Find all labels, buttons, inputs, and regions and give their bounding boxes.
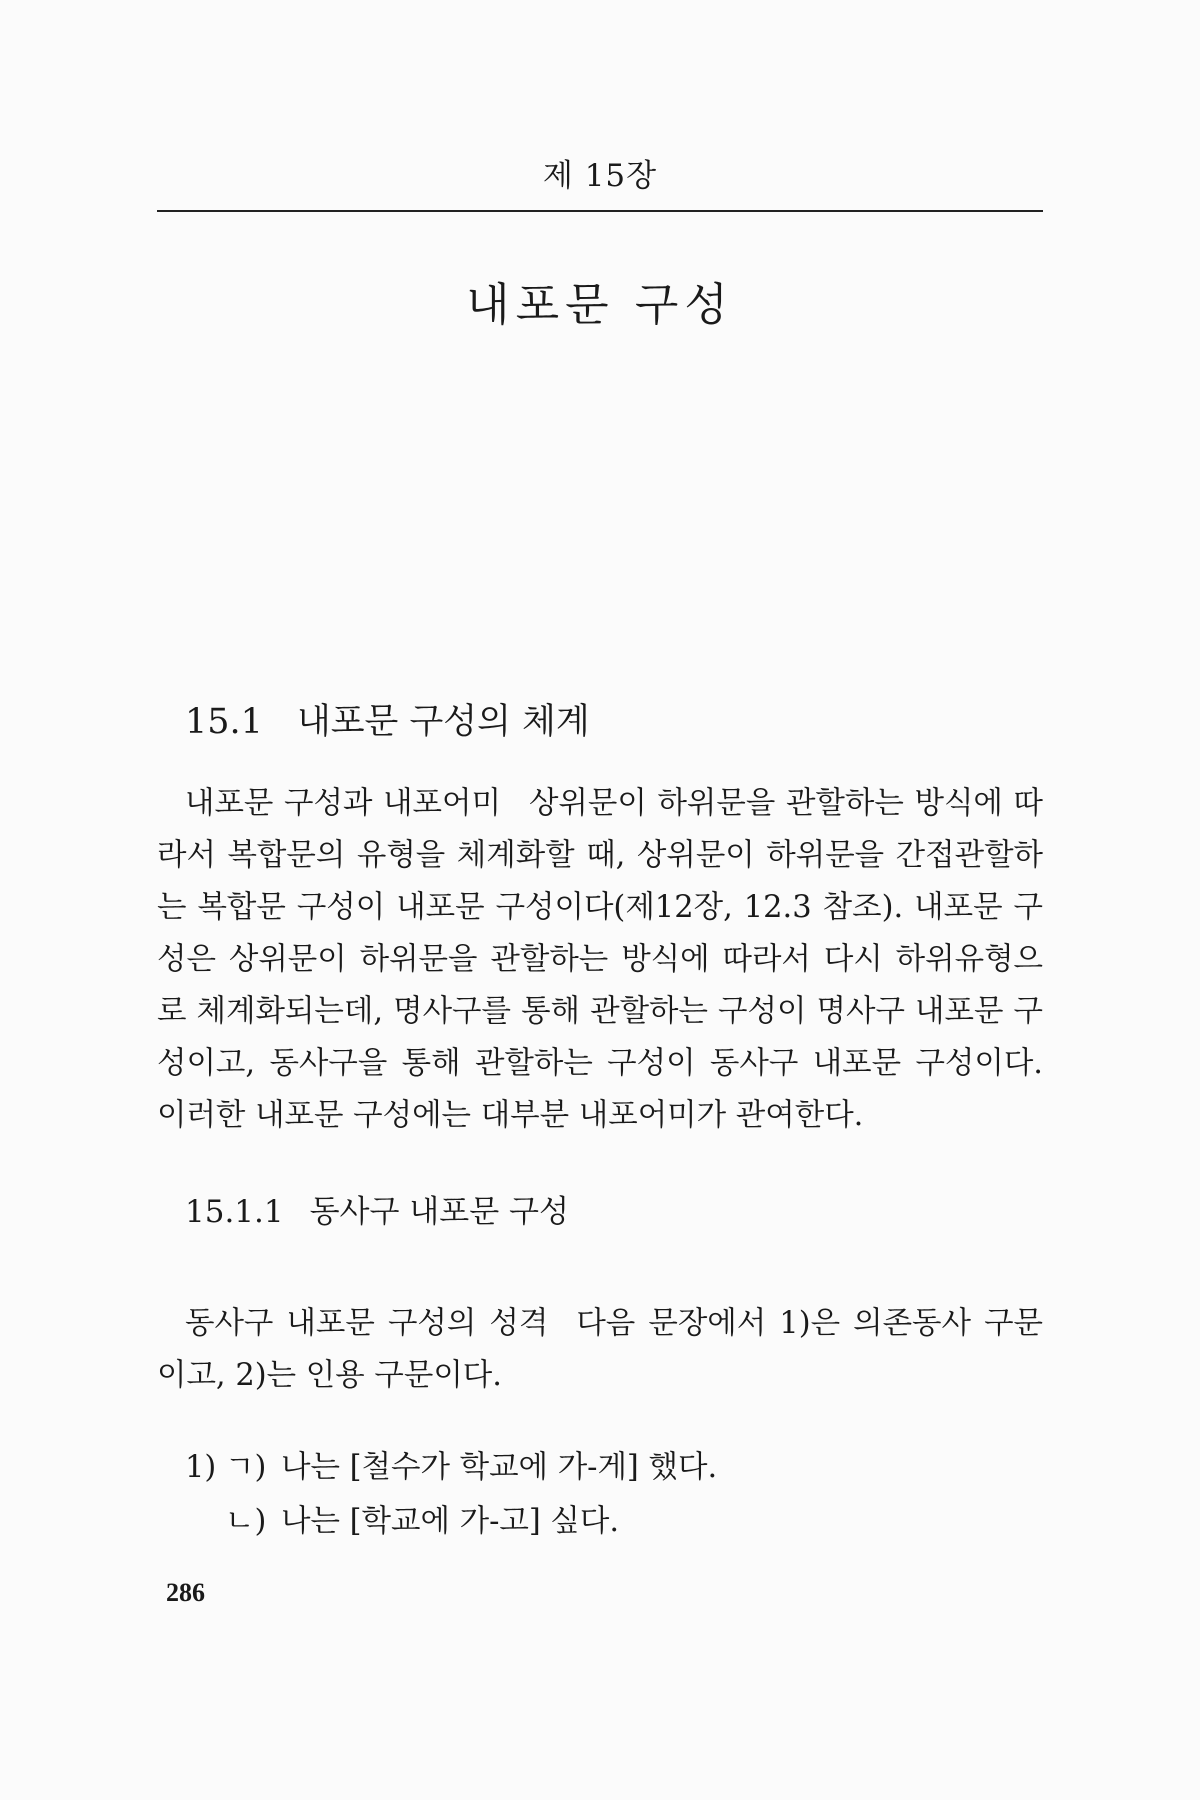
example-text: 나는 [학교에 가-고] 싶다. [281, 1504, 620, 1539]
subsection-run-in-heading: 동사구 내포문 구성의 성격 [185, 1306, 549, 1341]
section-title: 내포문 구성의 체계 [296, 702, 590, 742]
example-text: 나는 [철수가 학교에 가-게] 했다. [281, 1450, 718, 1485]
example-number: 1) [185, 1450, 217, 1485]
section-paragraph [157, 778, 1043, 1142]
subsection-paragraph [157, 1298, 1043, 1402]
example-marker: ㄱ) [225, 1450, 267, 1485]
section-body-text: 상위문이 하위문을 관할하는 방식에 따라서 복합문의 유형을 체계화할 때, 상위문이 하위문을 간접관할하는 복합문 구성이 내포문 구성이다(제12장, 12.3 참조). 내포문 구성은 상위문이 하위문을 관할하는 방식에 따라서 다시 하위유형으로 체계화되는데, 명사구를 통해 관할하는 구성이 명사구 내포문 구성이고, 동사구을 통해 관할하는 구성이 동사구 내포문 구성이다. 이러한 내포문 구성에는 대부분 내포어미가 관여한다. [157, 786, 1043, 1133]
section-number: 15.1 [185, 702, 263, 742]
chapter-title: 내포문 구성 [466, 278, 734, 331]
subsection-heading [185, 1186, 569, 1231]
subsection-title: 동사구 내포문 구성 [309, 1194, 569, 1230]
section-run-in-heading: 내포문 구성과 내포어미 [185, 786, 501, 821]
example-item [185, 1496, 619, 1540]
subsection-body-text: 다음 문장에서 1)은 의존동사 구문이고, 2)는 인용 구문이다. [157, 1306, 1043, 1393]
page-number: 286 [166, 1578, 205, 1607]
section-heading [185, 694, 590, 744]
example-marker: ㄴ) [225, 1504, 267, 1539]
subsection-number: 15.1.1 [185, 1194, 284, 1230]
chapter-divider [157, 210, 1043, 212]
example-item [185, 1442, 717, 1486]
chapter-label: 제 15장 [542, 158, 658, 194]
